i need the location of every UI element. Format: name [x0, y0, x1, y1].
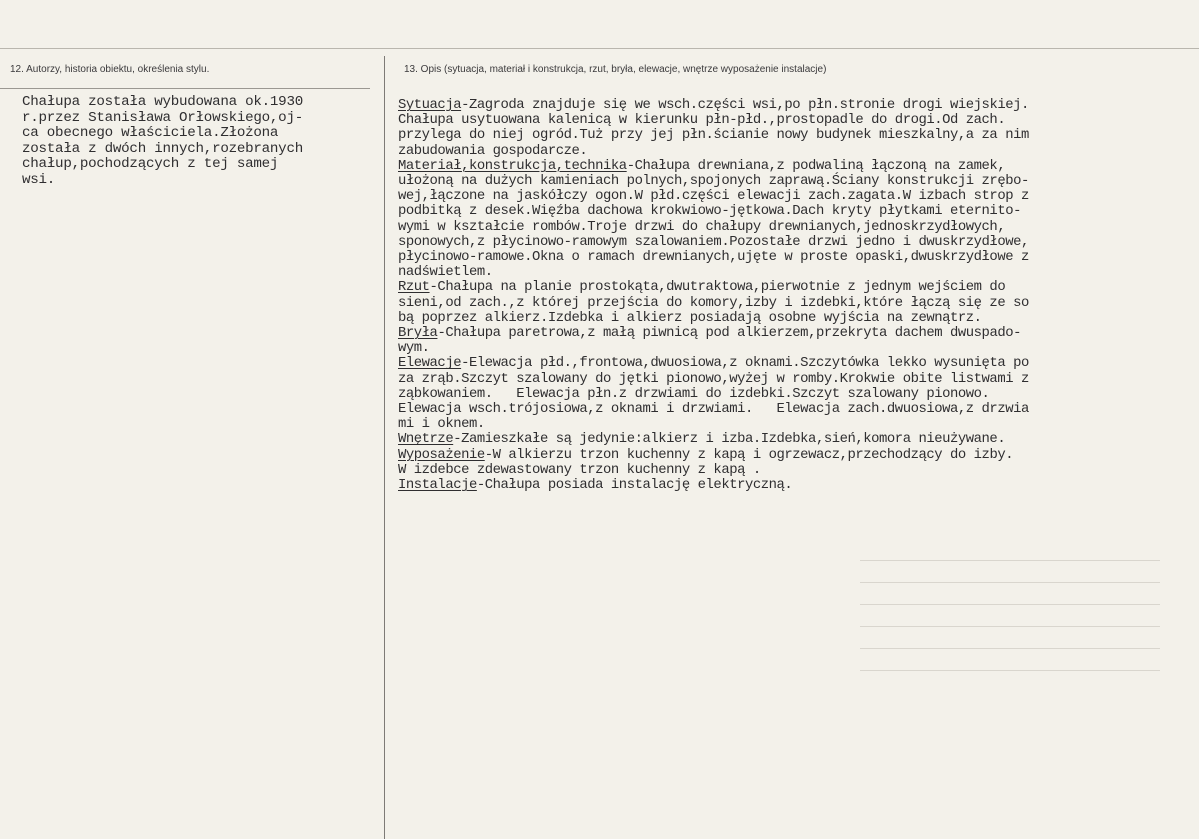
section-heading: Rzut	[398, 279, 430, 296]
section-line-text: sieni,od zach.,z której przejścia do komory,izby i izdebki,które łączą się ze so	[398, 294, 1029, 311]
section-line-text: -W alkierzu trzon kuchenny z kapą i ogrzewacz,przechodzący do izby.	[484, 446, 1014, 463]
section-line-text: sponowych,z płycinowo-ramowym szalowaniem.Pozostałe drzwi jedno i dwuskrzydłowe,	[398, 233, 1029, 250]
section-line	[398, 128, 1198, 143]
section-heading: Wnętrze	[398, 431, 454, 448]
section-line	[398, 387, 1198, 402]
section-line	[398, 402, 1198, 417]
top-edge-line	[0, 48, 1199, 49]
section-line-text: bą poprzez alkierz.Izdebka i alkierz posiadają osobne wyjścia na zewnątrz.	[398, 309, 982, 326]
section-heading: Elewacje	[398, 355, 462, 372]
section-line-text: Elewacja wsch.trójosiowa,z oknami i drzwiami. Elewacja zach.dwuosiowa,z drzwia	[398, 401, 1029, 418]
section-line-text: za zrąb.Szczyt szalowany do jętki pionowo,wyżej w romby.Krokwie obite listwami z	[398, 370, 1029, 387]
section-line	[398, 417, 1198, 432]
section-line	[398, 280, 1198, 295]
section-line-text: przylega do niej ogród.Tuż przy jej płn.ścianie nowy budynek mieszkalny,a za nim	[398, 127, 1029, 144]
section-line	[398, 372, 1198, 387]
section-line	[398, 463, 1198, 478]
section-heading: Sytuacja	[398, 97, 462, 113]
section-rzut	[398, 280, 1198, 326]
section-heading: Materiał,konstrukcja,technika	[398, 157, 627, 174]
section-line-text: -Chałupa paretrowa,z małą piwnicą pod alkierzem,przekryta dachem dwuspado-	[437, 325, 1021, 342]
section-line-text: mi i oknem.	[398, 416, 485, 433]
section-wyposażenie	[398, 448, 1198, 478]
section-line	[398, 220, 1198, 235]
section-line	[398, 265, 1198, 280]
section-wnętrze	[398, 432, 1198, 447]
section-line-text: podbitką z desek.Więźba dachowa krokwiowo-jętkowa.Dach kryty płytkami eternito-	[398, 203, 1021, 220]
section-line-text: ułożoną na dużych kamieniach polnych,spojonych zaprawą.Ściany konstrukcji zrębo-	[398, 173, 1029, 190]
history-line: r.przez Stanisława Orłowskiego,oj-	[22, 109, 303, 126]
column-divider	[384, 56, 385, 839]
section-line-text: ząbkowaniem. Elewacja płn.z drzwiami do izdebki.Szczyt szalowany pionowo.	[398, 385, 990, 402]
section-line-text: wym.	[398, 340, 430, 357]
section-line-text: -Chałupa posiada instalację elektryczną.	[476, 477, 793, 494]
section-line-text: -Zagroda znajduje się we wsch.części wsi,po płn.stronie drogi wiejskiej.	[461, 97, 1029, 113]
section-line-text: -Zamieszkałe są jedynie:alkierz i izba.Izdebka,sień,komora nieużywane.	[453, 431, 1006, 448]
section-line	[398, 144, 1198, 159]
section-line	[398, 432, 1198, 447]
left-header-rule	[0, 88, 370, 89]
section-heading: Instalacje	[398, 477, 477, 494]
section-line-text: W izdebce zdewastowany trzon kuchenny z kapą .	[398, 461, 761, 478]
section-line-text: Chałupa usytuowana kalenicą w kierunku płn-płd.,prostopadle do drogi.Od zach.	[398, 112, 1006, 129]
history-line: Chałupa została wybudowana ok.1930	[22, 94, 303, 110]
left-column-header: 12. Autorzy, historia obiektu, określenia stylu.	[10, 64, 210, 75]
right-column-header: 13. Opis (sytuacja, materiał i konstrukcja, rzut, bryła, elewacje, wnętrze wyposażenie instalacje)	[404, 64, 827, 75]
section-line	[398, 296, 1198, 311]
section-line	[398, 113, 1198, 128]
section-line	[398, 250, 1198, 265]
section-line	[398, 174, 1198, 189]
section-line	[398, 478, 1198, 493]
history-line: wsi.	[22, 171, 56, 188]
section-line	[398, 98, 1198, 113]
section-line	[398, 311, 1198, 326]
section-line-text: wymi w kształcie rombów.Troje drzwi do chałupy drewnianych,jednoskrzydłowych,	[398, 218, 1006, 235]
section-line	[398, 356, 1198, 371]
section-sytuacja	[398, 98, 1198, 159]
history-line: ca obecnego właściciela.Złożona	[22, 125, 279, 142]
section-line-text: -Chałupa na planie prostokąta,dwutraktowa,pierwotnie z jednym wejściem do	[429, 279, 1006, 296]
section-line-text: płycinowo-ramowe.Okna o ramach drewnianych,ujęte w proste opaski,dwuskrzydłowe z	[398, 249, 1029, 266]
section-heading: Bryła	[398, 325, 438, 342]
section-line	[398, 204, 1198, 219]
section-materiał	[398, 159, 1198, 281]
section-line-text: wej,łączone na jaskółczy ogon.W płd.części elewacji zach.zagata.W izbach strop z	[398, 188, 1029, 205]
section-elewacje	[398, 356, 1198, 432]
section-line-text: nadświetlem.	[398, 264, 493, 281]
history-text	[22, 95, 367, 189]
history-line: została z dwóch innych,rozebranych	[22, 140, 303, 157]
section-line	[398, 326, 1198, 341]
section-line	[398, 341, 1198, 356]
section-instalacje	[398, 478, 1198, 493]
section-line	[398, 189, 1198, 204]
section-heading: Wyposażenie	[398, 446, 485, 463]
section-line	[398, 235, 1198, 250]
history-line: chałup,pochodzących z tej samej	[22, 156, 279, 173]
description-text	[398, 98, 1198, 493]
section-bryła	[398, 326, 1198, 356]
section-line	[398, 159, 1198, 174]
section-line-text: -Chałupa drewniana,z podwaliną łączoną na zamek,	[626, 157, 1006, 174]
section-line-text: -Elewacja płd.,frontowa,dwuosiowa,z oknami.Szczytówka lekko wysunięta po	[461, 355, 1029, 372]
section-line-text: zabudowania gospodarcze.	[398, 142, 588, 159]
faint-form-lines	[860, 560, 1160, 692]
section-line	[398, 448, 1198, 463]
